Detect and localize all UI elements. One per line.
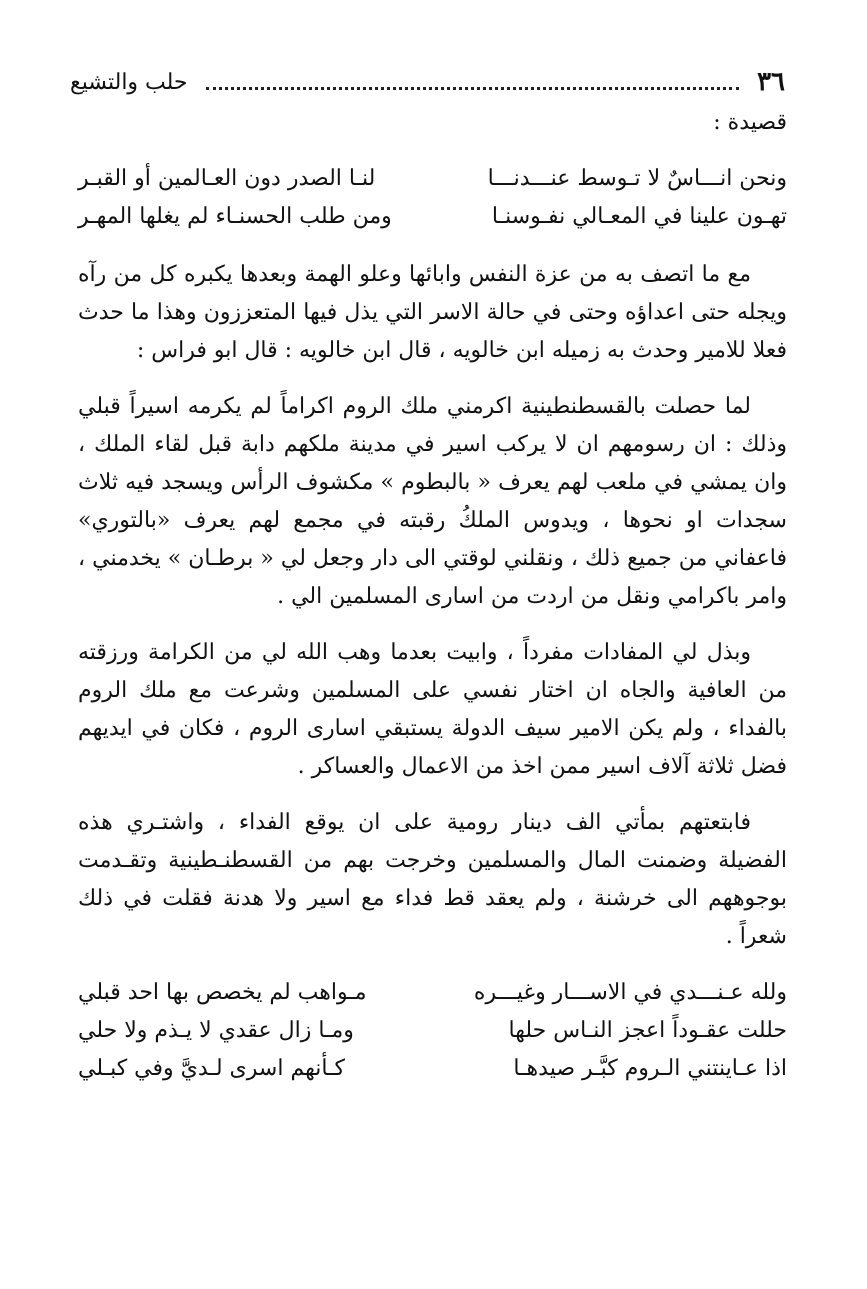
verse-first-hemistich: اذا عـاينتني الـروم كبَّـر صيدهـا [513, 1056, 787, 1081]
page-content [78, 104, 787, 1108]
poem-2 [78, 974, 787, 1088]
section-heading: قصيدة : [713, 110, 787, 135]
paragraph: فابتعتهم بمأتي الف دينار رومية على ان يوقع الفداء ، واشتـري هذه الفضيلة وضمنت المال والمسلمين وخرجت بهم من القسطنـطينية وتقـدمت بوجوههم الى خرشنة ، ولم يعقد قط فداء مع اسير ولا هدنة فقلت في ذلك شعراً . [78, 810, 787, 949]
page-number: ٣٦ [757, 67, 785, 97]
paragraph: لما حصلت بالقسطنطينية اكرمني ملك الروم اكراماً لم يكرمه اسيراً قبلي وذلك : ان رسومهم ان لا يركب اسير في مدينة ملكهم دابة قبل لقاء الملك ، وان يمشي في ملعب لهم يعرف « بالبطوم » مكشوف الرأس ويسجد فيه ثلاث سجدات او نحوها ، ويدوس الملكُ رقبته في مجمع لهم يعرف «بالتوري» فاعفاني من جميع ذلك ، ونقلني لوقتي الى دار وجعل لي « برطـان » يخدمني ، وامر باكرامي ونقل من اردت من اسارى المسلمين الي . [78, 394, 787, 609]
verse-first-hemistich: ونحن انـــاسٌ لا تـوسط عنـــدنـــا [487, 166, 787, 191]
poem-1 [78, 160, 787, 236]
verse-second-hemistich: مـواهب لم يخصص بها احد قبلي [78, 980, 367, 1005]
verse [78, 1012, 787, 1050]
verse-first-hemistich: ولله عـنـــدي في الاســـار وغيـــره [473, 980, 787, 1005]
verse-second-hemistich: لنـا الصدر دون العـالمين أو القبـر [78, 166, 376, 191]
running-title: حلب والتشيع [70, 69, 188, 95]
verse-second-hemistich: ومن طلب الحسنـاء لم يغلها المهـر [78, 204, 392, 229]
verse-second-hemistich: كـأنهم اسرى لـديَّ وفي كبـلي [78, 1056, 345, 1081]
paragraph: مع ما اتصف به من عزة النفس وابائها وعلو الهمة وبعدها يكبره كل من رآه ويجله حتى اعداؤه وحتى في حالة الاسر التي يذل فيها المتعززون وهذا ما حدث فعلا للامير وحدث به زميله ابن خالويه ، قال ابن خالويه : قال ابو فراس : [78, 262, 787, 363]
verse-first-hemistich: حللت عقـوداً اعجز النـاس حلها [508, 1018, 787, 1043]
verse [78, 160, 787, 198]
verse-first-hemistich: تهـون علينا في المعـالي نفـوسنـا [491, 204, 787, 229]
paragraph: وبذل لي المفادات مفرداً ، وابيت بعدما وهب الله لي من الكرامة ورزقته من العافية والجاه ان اختار نفسي على المسلمين وشرعت مع ملك الروم بالفداء ، ولم يكن الامير سيف الدولة يستبقي اسارى الروم ، فكان في ايديهم فضل ثلاثة آلاف اسير ممن اخذ من الاعمال والعساكر . [78, 640, 787, 779]
dot-leader [206, 87, 740, 90]
verse-second-hemistich: ومـا زال عقدي لا يـذم ولا حلي [78, 1018, 354, 1043]
page-header [70, 62, 785, 102]
verse [78, 1050, 787, 1088]
verse [78, 198, 787, 236]
verse [78, 974, 787, 1012]
